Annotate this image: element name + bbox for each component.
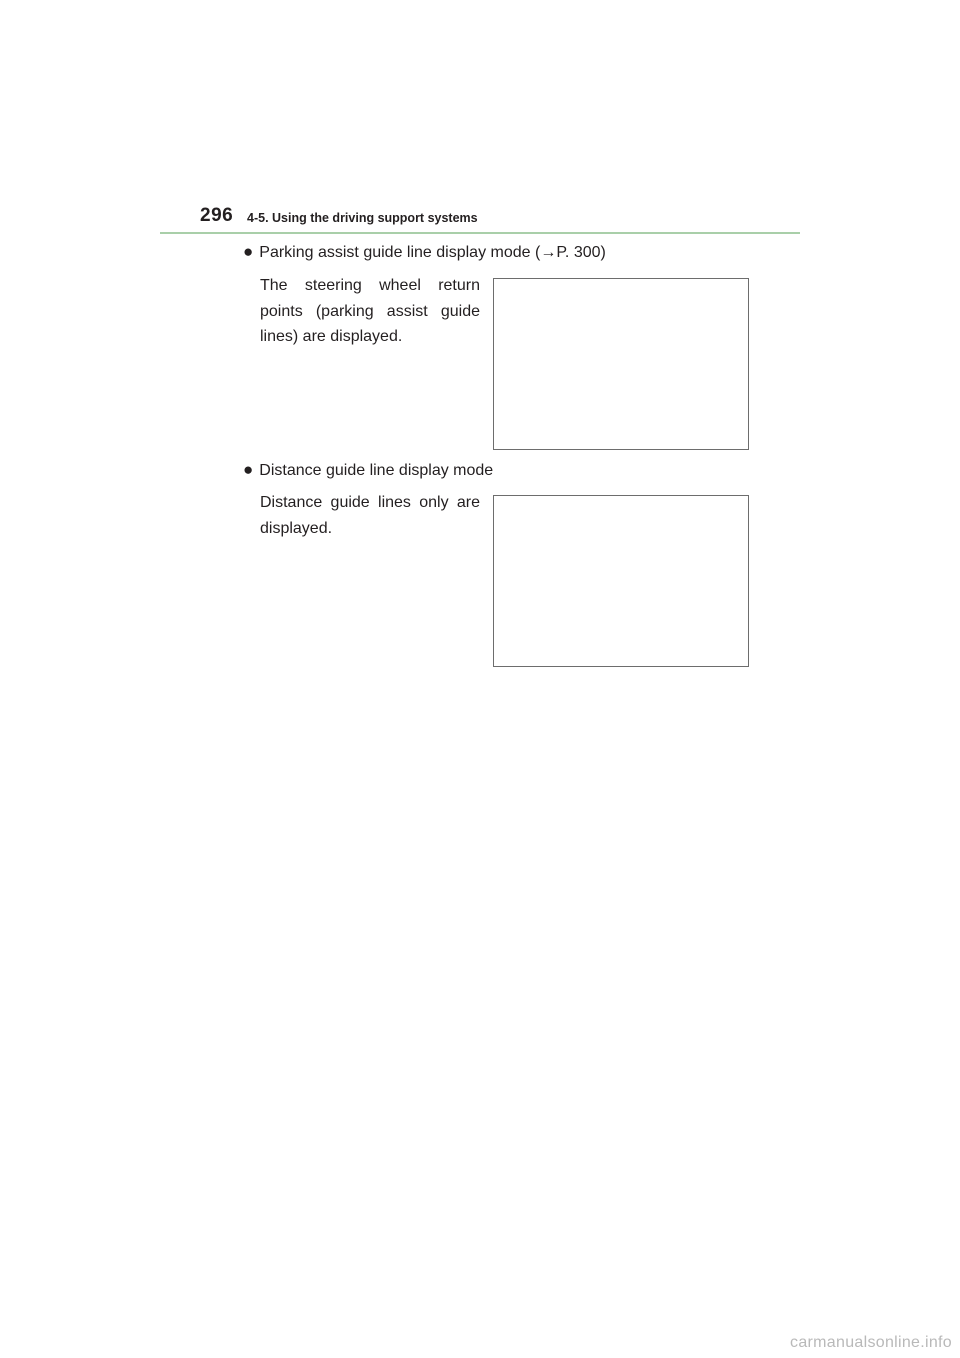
bullet-icon: ● — [243, 460, 254, 479]
page-number: 296 — [200, 205, 234, 226]
page-reference-link[interactable]: P. 300) — [556, 244, 606, 261]
bullet-icon: ● — [243, 242, 254, 261]
mode-description-distance-guide — [260, 490, 480, 541]
parking-assist-figure — [493, 278, 749, 450]
mode-title: Distance guide line display mode — [259, 462, 494, 479]
section-title: 4-5. Using the driving support systems — [247, 211, 478, 225]
arrow-icon: → — [540, 244, 557, 261]
mode-item-distance-guide — [243, 460, 493, 480]
mode-item-parking-assist — [243, 242, 606, 262]
watermark: carmanualsonline.info — [790, 1334, 952, 1351]
page-header — [160, 205, 800, 237]
mode-description-text: The steering wheel return points (parking assist guide lines) are displayed. — [260, 277, 480, 345]
mode-title: Parking assist guide line display mode ( — [259, 244, 541, 261]
header-rule — [160, 232, 800, 234]
mode-description-text: Distance guide lines only are displayed. — [260, 494, 480, 537]
distance-guide-figure — [493, 495, 749, 667]
mode-description-parking-assist — [260, 273, 480, 350]
